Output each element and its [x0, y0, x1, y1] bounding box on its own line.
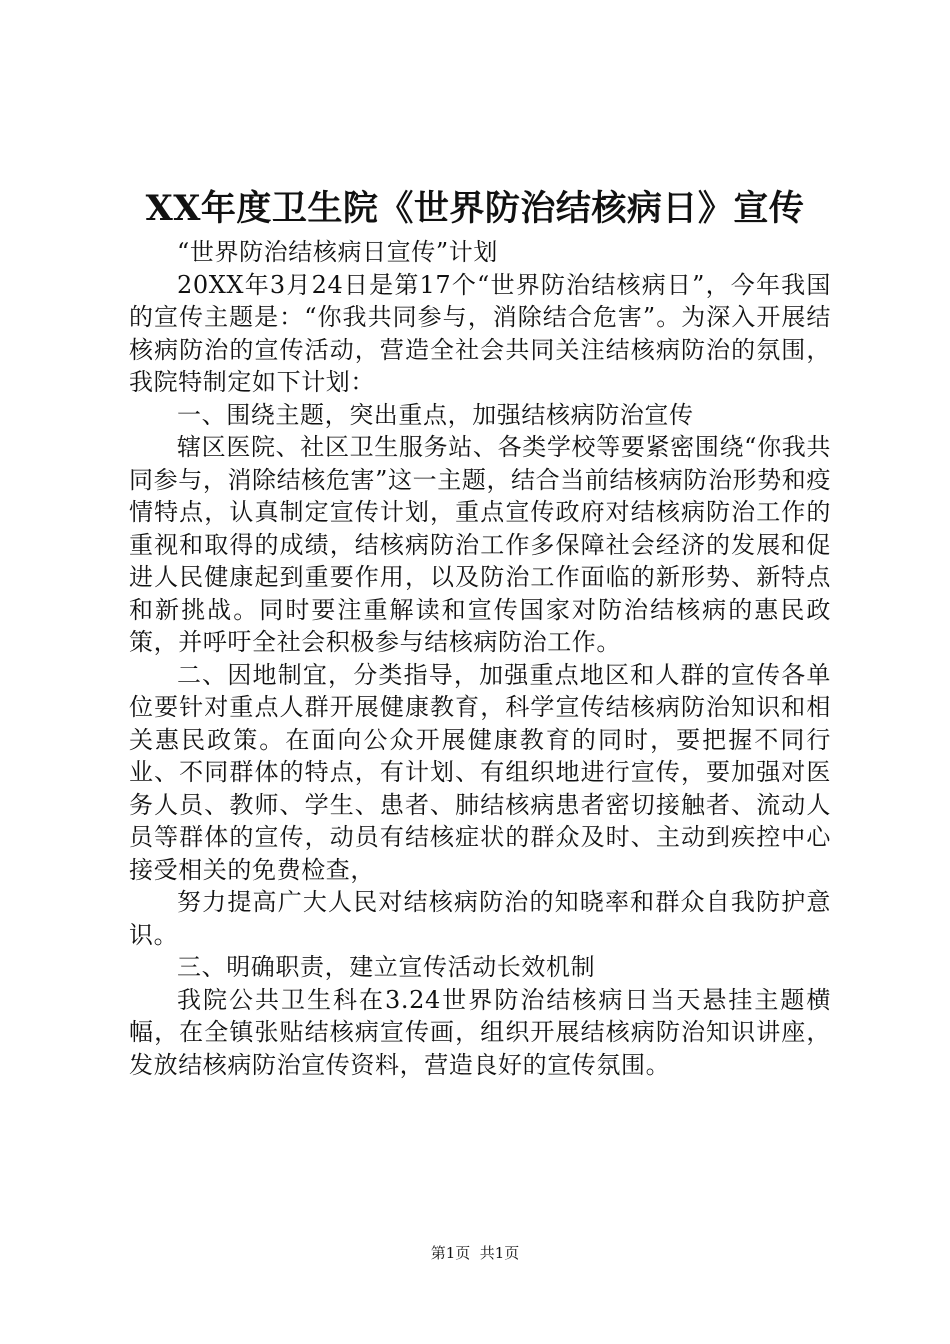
intro-paragraph: 20XX年3月24日是第17个“世界防治结核病日”，今年我国的宣传主题是：“你我共同参与，消除结合危害”。为深入开展结核病防治的宣传活动，营造全社会共同关注结核病防治的氛围，我院特制定如下计划： — [129, 270, 831, 396]
section-three-paragraph: 我院公共卫生科在3.24世界防治结核病日当天悬挂主题横幅，在全镇张贴结核病宣传画，组织开展结核病防治知识讲座，发放结核病防治宣传资料，营造良好的宣传氛围。 — [129, 985, 831, 1079]
document-title: XX年度卫生院《世界防治结核病日》宣传 — [145, 188, 805, 229]
plan-heading: “世界防治结核病日宣传”计划 — [177, 238, 498, 266]
awareness-paragraph: 努力提高广大人民对结核病防治的知晓率和群众自我防护意识。 — [129, 888, 831, 949]
section-three-heading: 三、明确职责，建立宣传活动长效机制 — [177, 953, 596, 981]
page-number-footer: 第1页 共1页 — [430, 1244, 520, 1262]
section-one-paragraph: 辖区医院、社区卫生服务站、各类学校等要紧密围绕“你我共同参与，消除结核危害”这一主题，结合当前结核病防治形势和疫情特点，认真制定宣传计划，重点宣传政府对结核病防治工作的重视和取得的成绩，结核病防治工作多保障社会经济的发展和促进人民健康起到重要作用，以及防治工作面临的新形势、新特点和新挑战。同时要注重解读和宣传国家对防治结核病的惠民政策，并呼吁全社会积极参与结核病防治工作。 — [129, 433, 831, 656]
section-two-paragraph: 二、因地制宜，分类指导，加强重点地区和人群的宣传各单位要针对重点人群开展健康教育，科学宣传结核病防治知识和相关惠民政策。在面向公众开展健康教育的同时，要把握不同行业、不同群体的特点，有计划、有组织地进行宣传，要加强对医务人员、教师、学生、患者、肺结核病患者密切接触者、流动人员等群体的宣传，动员有结核症状的群众及时、主动到疾控中心接受相关的免费检查， — [129, 660, 831, 884]
document-body — [129, 236, 831, 1081]
section-one-heading: 一、围绕主题，突出重点，加强结核病防治宣传 — [177, 400, 694, 429]
